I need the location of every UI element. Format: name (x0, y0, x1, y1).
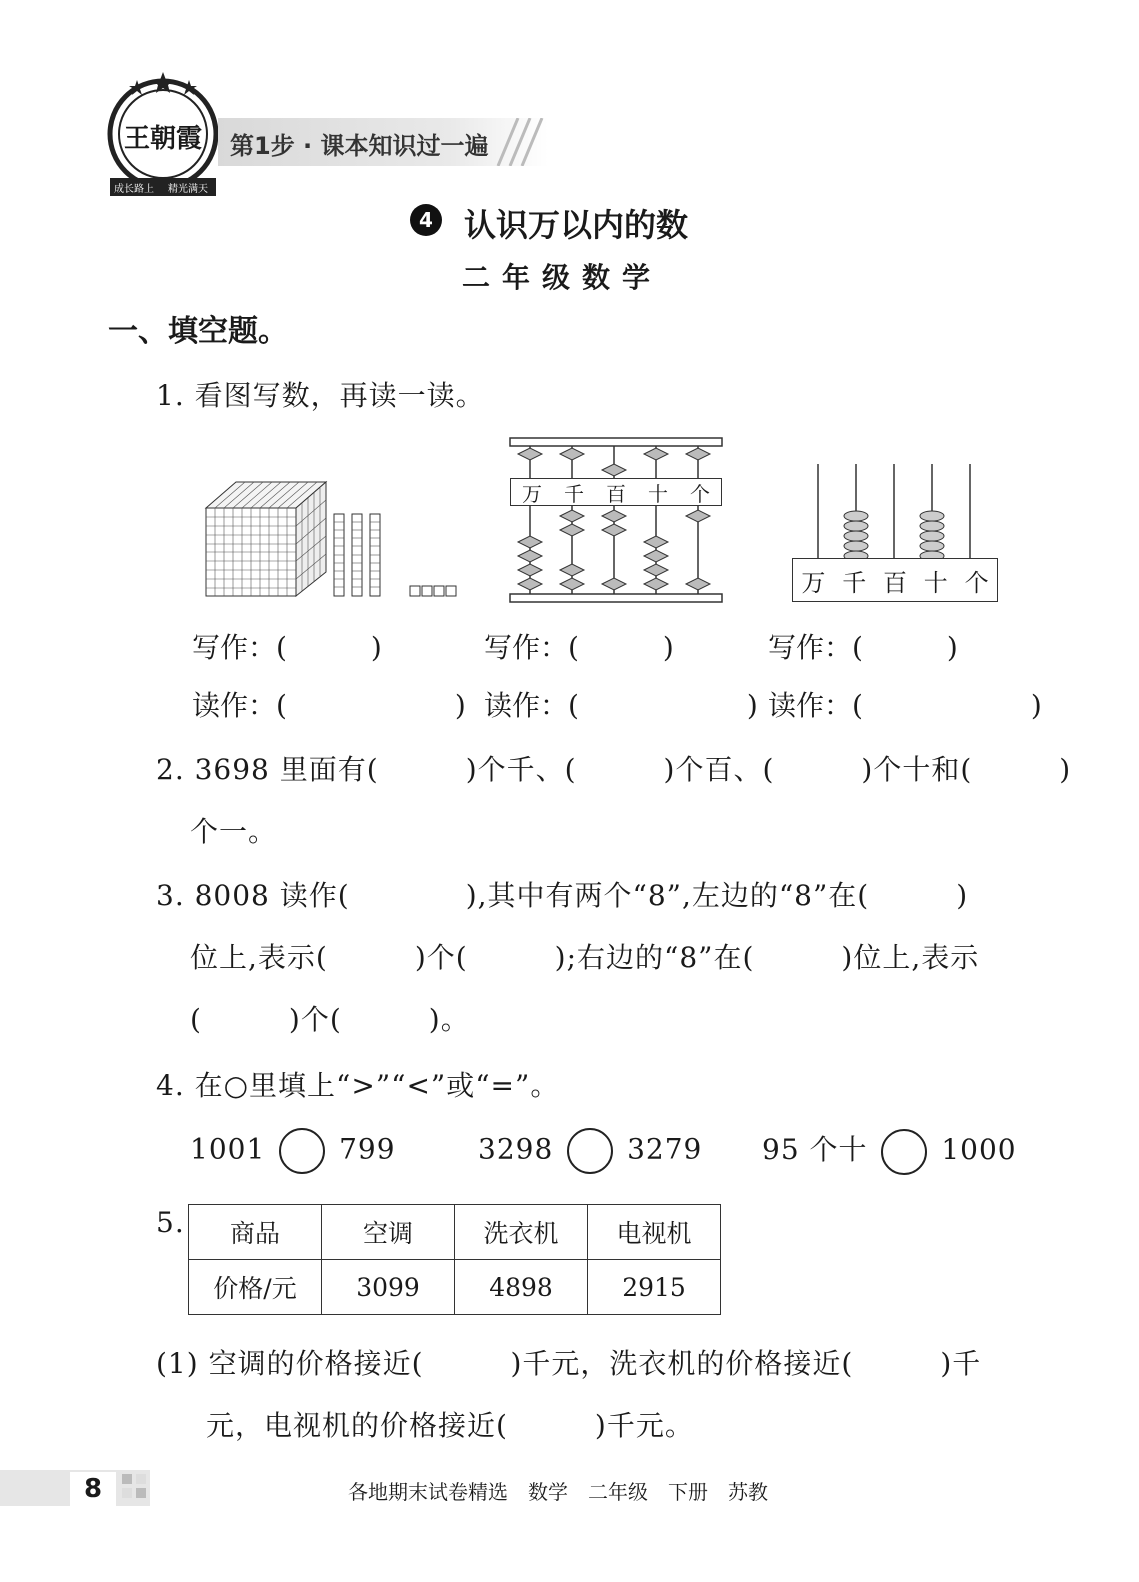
q3-line2[interactable]: 位上,表示( )个( );右边的“8”在( )位上,表示 (190, 941, 980, 974)
abacus-label: 百 (606, 481, 626, 506)
abacus-frame-icon (508, 436, 724, 604)
subject-subtitle: 二年级数学 (462, 261, 663, 294)
section-heading: 一、填空题。 (108, 314, 288, 349)
q1-text: 1. 看图写数，再读一读。 (156, 379, 485, 412)
q5-sub1-line1[interactable]: (1) 空调的价格接近( )千元，洗衣机的价格接近( )千 (156, 1347, 982, 1380)
read-answer-1[interactable]: 读作：( ) (192, 689, 466, 722)
table-header-cell: 电视机 (588, 1205, 721, 1260)
page-number: 8 (70, 1472, 116, 1506)
abacus-label: 十 (648, 481, 668, 506)
logo-motto-left: 成长路上 (114, 184, 154, 195)
compare-circle-input[interactable] (567, 1128, 613, 1174)
logo-name: 王朝霞 (123, 124, 202, 154)
q2-line1[interactable]: 2. 3698 里面有( )个千、( )个百、( )个十和( ) (156, 753, 1072, 786)
abacus-label-bar (510, 478, 722, 506)
write-answer-2[interactable]: 写作：( ) (484, 631, 674, 664)
q5-number: 5. (156, 1206, 185, 1239)
table-row (189, 1260, 721, 1315)
q2-line2: 个一。 (190, 815, 278, 848)
q3-line1[interactable]: 3. 8008 读作( ),其中有两个“8”,左边的“8”在( ) (156, 879, 969, 912)
table-header-cell: 洗衣机 (455, 1205, 588, 1260)
counting-frame-base (792, 558, 998, 602)
compare-left: 95 个十 (762, 1133, 868, 1166)
write-answer-3[interactable]: 写作：( ) (768, 631, 958, 664)
logo-badge (104, 70, 222, 200)
compare-left: 1001 (190, 1132, 266, 1166)
table-row (189, 1205, 721, 1260)
table-cell: 2915 (588, 1260, 721, 1315)
abacus-figure (508, 436, 724, 604)
counting-label: 十 (923, 568, 948, 597)
compare-right: 1000 (941, 1133, 1017, 1166)
counting-frame-figure (790, 462, 1000, 604)
compare-item-1 (190, 1128, 396, 1174)
abacus-label: 个 (690, 481, 710, 506)
price-table (188, 1204, 721, 1315)
counting-label: 千 (842, 568, 867, 597)
read-answer-2[interactable]: 读作：( ) (484, 689, 758, 722)
compare-item-3 (762, 1128, 1017, 1175)
lesson-number-badge: 4 (410, 204, 442, 236)
table-header-cell: 空调 (322, 1205, 455, 1260)
q4-text: 4. 在○里填上“>”“<”或“=”。 (156, 1069, 560, 1102)
compare-left: 3298 (478, 1132, 554, 1166)
table-cell: 4898 (455, 1260, 588, 1315)
abacus-label: 万 (522, 481, 542, 506)
lesson-title-text: 认识万以内的数 (464, 206, 689, 244)
banner-stripes-icon (488, 118, 548, 166)
q3-line3[interactable]: ( )个( )。 (190, 1003, 470, 1036)
step-banner (218, 118, 548, 166)
write-answer-1[interactable]: 写作：( ) (192, 631, 382, 664)
q5-sub1-line2[interactable]: 元，电视机的价格接近( )千元。 (206, 1409, 694, 1442)
read-answer-3[interactable]: 读作：( ) (768, 689, 1042, 722)
counting-label: 万 (801, 568, 826, 597)
unit-cubes (410, 586, 456, 596)
step-label: 第1步 · 课本知识过一遍 (230, 132, 489, 160)
counting-label: 个 (964, 568, 989, 597)
table-cell: 3099 (322, 1260, 455, 1315)
compare-circle-input[interactable] (279, 1128, 325, 1174)
compare-right: 799 (339, 1132, 396, 1166)
logo-motto-right: 精光满天 (168, 184, 208, 195)
compare-item-2 (478, 1128, 702, 1174)
base-ten-blocks-figure (200, 478, 470, 604)
counting-label: 百 (882, 568, 907, 597)
table-cell: 价格/元 (189, 1260, 322, 1315)
compare-right: 3279 (627, 1132, 703, 1166)
footer-text: 各地期末试卷精选 数学 二年级 下册 苏教 (348, 1480, 768, 1504)
abacus-label: 千 (564, 481, 584, 506)
footer-squares-icon (122, 1474, 150, 1502)
table-header-cell: 商品 (189, 1205, 322, 1260)
compare-circle-input[interactable] (881, 1129, 927, 1175)
